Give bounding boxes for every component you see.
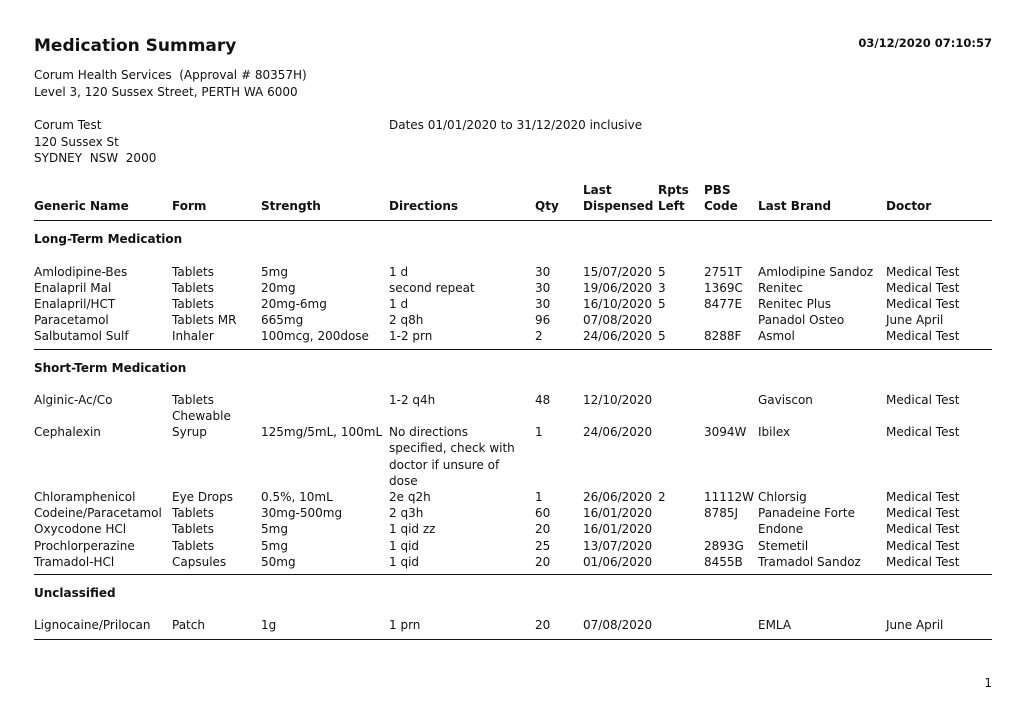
cell-strength: 0.5%, 10mL xyxy=(261,490,333,505)
cell-name: Enalapril Mal xyxy=(34,280,112,295)
table-row xyxy=(34,609,992,633)
cell-pbs-code xyxy=(704,609,758,633)
column-header-rpts-left: Rpts Left xyxy=(658,182,704,221)
cell-last-brand: Panadol Osteo xyxy=(758,313,845,328)
cell-last-brand: Renitec xyxy=(758,280,803,295)
cell-rpts-left: 3 xyxy=(658,280,666,295)
cell-form: Tablets MR xyxy=(172,313,237,328)
cell-last-brand: Tramadol Sandoz xyxy=(758,554,861,569)
patient-address xyxy=(34,117,156,167)
section-header xyxy=(34,575,992,610)
organisation-address xyxy=(34,67,307,100)
column-header-doctor: Doctor xyxy=(886,182,992,221)
cell-rpts-left xyxy=(658,424,704,489)
cell-last-dispensed: 19/06/2020 xyxy=(583,280,653,295)
cell-name: Prochlorperazine xyxy=(34,538,135,553)
column-header-qty: Qty xyxy=(535,182,583,221)
section-divider xyxy=(34,633,992,640)
cell-doctor: Medical Test xyxy=(886,522,960,537)
cell-form: Capsules xyxy=(172,554,227,569)
cell-name: Paracetamol xyxy=(34,313,109,328)
cell-name: Codeine/Paracetamol xyxy=(34,506,162,521)
cell-name: Salbutamol Sulf xyxy=(34,329,129,344)
cell-directions: 1 qid zz xyxy=(389,522,436,537)
patient-name: Corum Test xyxy=(34,118,102,132)
cell-name: Oxycodone HCl xyxy=(34,522,127,537)
cell-last-dispensed: 01/06/2020 xyxy=(583,554,653,569)
cell-directions: 1 d xyxy=(389,264,409,279)
cell-form: Tablets xyxy=(172,280,214,295)
cell-strength: 125mg/5mL, 100mL xyxy=(261,425,383,440)
cell-form: Tablets xyxy=(172,538,214,553)
cell-doctor: June April xyxy=(886,618,944,633)
cell-name: Alginic-Ac/Co xyxy=(34,392,113,407)
cell-last-dispensed: 16/10/2020 xyxy=(583,297,653,312)
cell-name: Lignocaine/Prilocan xyxy=(34,618,151,633)
cell-strength: 5mg xyxy=(261,522,288,537)
table-row xyxy=(34,256,992,280)
cell-doctor: Medical Test xyxy=(886,506,960,521)
cell-last-brand: Endone xyxy=(758,522,804,537)
cell-last-brand: Ibilex xyxy=(758,425,791,440)
table-row xyxy=(34,538,992,554)
cell-form: Patch xyxy=(172,618,205,633)
cell-last-dispensed: 12/10/2020 xyxy=(583,392,653,407)
medication-table xyxy=(34,182,992,640)
cell-last-dispensed: 26/06/2020 xyxy=(583,490,653,505)
cell-form: Inhaler xyxy=(172,329,214,344)
cell-doctor: Medical Test xyxy=(886,392,960,407)
cell-directions: 1 prn xyxy=(389,618,421,633)
section-header xyxy=(34,349,992,384)
cell-rpts-left xyxy=(658,554,704,570)
cell-form: Tablets xyxy=(172,297,214,312)
column-header-form: Form xyxy=(172,182,261,221)
cell-name: Cephalexin xyxy=(34,425,101,440)
table-row xyxy=(34,554,992,570)
cell-form: Tablets xyxy=(172,522,214,537)
cell-pbs-code: 8477E xyxy=(704,297,743,312)
cell-qty: 96 xyxy=(535,313,551,328)
page-number: 1 xyxy=(984,676,992,690)
cell-last-dispensed: 07/08/2020 xyxy=(583,313,653,328)
cell-doctor: Medical Test xyxy=(886,538,960,553)
cell-last-dispensed: 24/06/2020 xyxy=(583,425,653,440)
cell-form: Syrup xyxy=(172,425,207,440)
report-page xyxy=(34,0,992,725)
cell-last-brand: Stemetil xyxy=(758,538,809,553)
cell-rpts-left xyxy=(658,538,704,554)
cell-last-brand: Amlodipine Sandoz xyxy=(758,264,874,279)
cell-pbs-code: 8288F xyxy=(704,329,742,344)
cell-pbs-code: 8785J xyxy=(704,506,739,521)
cell-pbs-code: 8455B xyxy=(704,554,743,569)
cell-doctor: June April xyxy=(886,313,944,328)
cell-form: Tablets xyxy=(172,264,214,279)
column-header-directions: Directions xyxy=(389,182,535,221)
cell-pbs-code xyxy=(704,384,758,424)
cell-qty: 2 xyxy=(535,329,543,344)
patient-street: 120 Sussex St xyxy=(34,134,119,149)
cell-strength: 50mg xyxy=(261,554,296,569)
report-title: Medication Summary xyxy=(34,36,237,56)
cell-last-brand: EMLA xyxy=(758,618,792,633)
cell-pbs-code: 11112W xyxy=(704,490,755,505)
cell-name: Chloramphenicol xyxy=(34,490,136,505)
section-title: Unclassified xyxy=(34,586,116,601)
cell-qty: 25 xyxy=(535,538,551,553)
cell-doctor: Medical Test xyxy=(886,329,960,344)
cell-strength: 5mg xyxy=(261,538,288,553)
cell-directions: 2 q3h xyxy=(389,506,424,521)
cell-doctor: Medical Test xyxy=(886,280,960,295)
cell-last-brand: Asmol xyxy=(758,329,795,344)
medication-table-body xyxy=(34,221,992,640)
cell-strength: 100mcg, 200dose xyxy=(261,329,369,344)
date-range: Dates 01/01/2020 to 31/12/2020 inclusive xyxy=(389,118,643,132)
cell-doctor: Medical Test xyxy=(886,554,960,569)
cell-rpts-left xyxy=(658,384,704,424)
column-header-generic-name: Generic Name xyxy=(34,182,172,221)
column-header-last-brand: Last Brand xyxy=(758,182,886,221)
table-row xyxy=(34,521,992,537)
cell-rpts-left xyxy=(658,609,704,633)
cell-qty: 60 xyxy=(535,506,551,521)
cell-doctor: Medical Test xyxy=(886,490,960,505)
cell-pbs-code xyxy=(704,521,758,537)
table-row xyxy=(34,280,992,296)
table-row xyxy=(34,384,992,424)
cell-last-dispensed: 15/07/2020 xyxy=(583,264,653,279)
cell-strength: 30mg-500mg xyxy=(261,506,343,521)
cell-strength: 20mg xyxy=(261,280,296,295)
cell-pbs-code: 3094W xyxy=(704,425,747,440)
cell-qty: 30 xyxy=(535,280,551,295)
cell-qty: 1 xyxy=(535,490,543,505)
table-row xyxy=(34,505,992,521)
printed-timestamp: 03/12/2020 07:10:57 xyxy=(858,36,992,50)
cell-qty: 1 xyxy=(535,425,543,440)
cell-pbs-code: 2893G xyxy=(704,538,744,553)
cell-directions: 1-2 prn xyxy=(389,329,433,344)
table-row xyxy=(34,312,992,328)
column-header-pbs-code: PBS Code xyxy=(704,182,758,221)
cell-rpts-left: 5 xyxy=(658,264,666,279)
cell-form: Tablets xyxy=(172,506,214,521)
table-row xyxy=(34,489,992,505)
table-row xyxy=(34,328,992,344)
cell-strength xyxy=(261,384,389,424)
organisation-line-1: Corum Health Services (Approval # 80357H) xyxy=(34,68,307,82)
column-header-strength: Strength xyxy=(261,182,389,221)
cell-name: Amlodipine-Bes xyxy=(34,264,128,279)
cell-directions: 2 q8h xyxy=(389,313,424,328)
patient-city: SYDNEY NSW 2000 xyxy=(34,151,157,165)
cell-pbs-code: 1369C xyxy=(704,280,743,295)
cell-strength: 5mg xyxy=(261,264,288,279)
cell-qty: 20 xyxy=(535,522,551,537)
cell-doctor: Medical Test xyxy=(886,297,960,312)
cell-form: Tablets Chewable xyxy=(172,392,231,424)
cell-qty: 20 xyxy=(535,554,551,569)
cell-last-dispensed: 13/07/2020 xyxy=(583,538,653,553)
cell-strength: 665mg xyxy=(261,313,304,328)
cell-rpts-left: 2 xyxy=(658,490,666,505)
cell-pbs-code: 2751T xyxy=(704,264,742,279)
cell-rpts-left xyxy=(658,505,704,521)
cell-directions: 1 qid xyxy=(389,554,420,569)
cell-last-brand: Chlorsig xyxy=(758,490,807,505)
cell-directions: 1 d xyxy=(389,297,409,312)
organisation-line-2: Level 3, 120 Sussex Street, PERTH WA 6000 xyxy=(34,84,298,99)
cell-directions: No directions specified, check with doctor if unsure of dose xyxy=(389,425,515,488)
cell-strength: 1g xyxy=(261,618,277,633)
cell-last-dispensed: 07/08/2020 xyxy=(583,618,653,633)
column-header-last-dispensed: Last Dispensed xyxy=(583,182,658,221)
cell-name: Tramadol-HCl xyxy=(34,554,115,569)
cell-qty: 48 xyxy=(535,392,551,407)
table-header-row xyxy=(34,182,992,221)
section-header xyxy=(34,221,992,256)
table-row xyxy=(34,424,992,489)
cell-last-dispensed: 16/01/2020 xyxy=(583,522,653,537)
cell-doctor: Medical Test xyxy=(886,425,960,440)
cell-directions: second repeat xyxy=(389,280,475,295)
section-title: Short-Term Medication xyxy=(34,360,187,375)
cell-last-brand: Panadeine Forte xyxy=(758,506,855,521)
cell-last-dispensed: 16/01/2020 xyxy=(583,506,653,521)
cell-directions: 1 qid xyxy=(389,538,420,553)
cell-last-brand: Renitec Plus xyxy=(758,297,832,312)
cell-pbs-code xyxy=(704,312,758,328)
cell-name: Enalapril/HCT xyxy=(34,297,116,312)
cell-strength: 20mg-6mg xyxy=(261,297,327,312)
cell-rpts-left: 5 xyxy=(658,329,666,344)
cell-form: Eye Drops xyxy=(172,490,234,505)
cell-directions: 1-2 q4h xyxy=(389,392,436,407)
cell-rpts-left: 5 xyxy=(658,297,666,312)
cell-last-dispensed: 24/06/2020 xyxy=(583,329,653,344)
divider-line xyxy=(34,633,992,640)
table-row xyxy=(34,296,992,312)
cell-rpts-left xyxy=(658,312,704,328)
cell-directions: 2e q2h xyxy=(389,490,431,505)
cell-rpts-left xyxy=(658,521,704,537)
cell-doctor: Medical Test xyxy=(886,264,960,279)
cell-qty: 30 xyxy=(535,264,551,279)
cell-qty: 30 xyxy=(535,297,551,312)
cell-qty: 20 xyxy=(535,618,551,633)
section-title: Long-Term Medication xyxy=(34,232,183,247)
cell-last-brand: Gaviscon xyxy=(758,392,813,407)
